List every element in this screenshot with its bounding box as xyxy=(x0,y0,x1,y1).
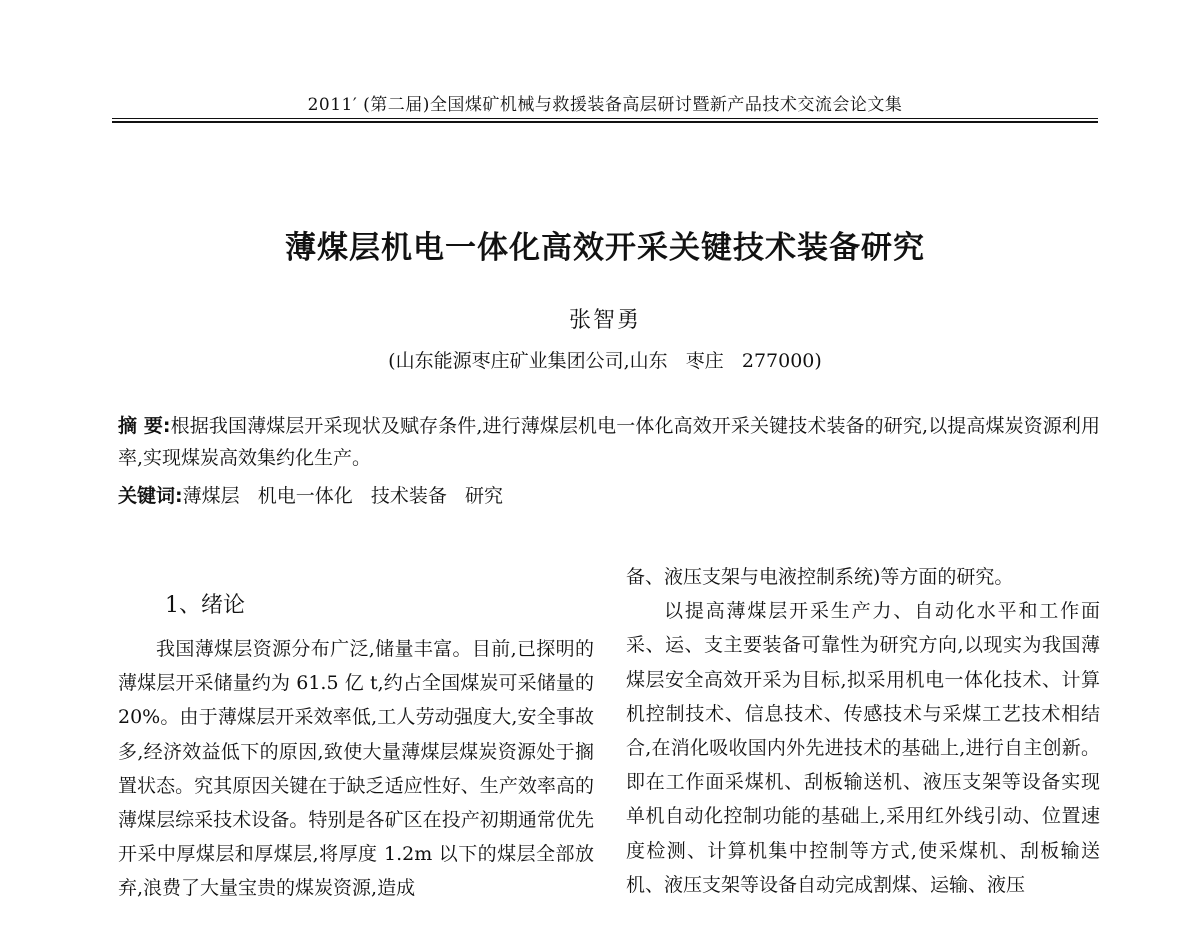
abstract-label: 摘 要: xyxy=(118,415,171,437)
abstract-text: 根据我国薄煤层开采现状及赋存条件,进行薄煤层机电一体化高效开采关键技术装备的研究,以提高煤炭资源利用率,实现煤炭高效集约化生产。 xyxy=(118,415,1100,469)
keywords-label: 关键词: xyxy=(118,485,183,507)
running-header: 2011′ (第二届)全国煤矿机械与救援装备高层研讨暨新产品技术交流会论文集 xyxy=(307,95,903,115)
abstract xyxy=(118,410,1100,474)
body-paragraph-continuation: 备、液压支架与电液控制系统)等方面的研究。 xyxy=(626,566,1014,588)
body-paragraph: 以提高薄煤层开采生产力、自动化水平和工作面采、运、支主要装备可靠性为研究方向,以现实为我国薄煤层安全高效开采为目标,拟采用机电一体化技术、计算机控制技术、信息技术、传感技术与采煤工艺技术相结合,在消化吸收国内外先进技术的基础上,进行自主创新。即在工作面采煤机、刮板输送机、液压支架等设备实现单机自动化控制功能的基础上,采用红外线引动、位置速度检测、计算机集中控制等方式,使采煤机、刮板输送机、液压支架等设备自动完成割煤、运输、液压 xyxy=(626,600,1100,896)
keywords xyxy=(118,480,1100,512)
body-paragraph: 我国薄煤层资源分布广泛,储量丰富。目前,已探明的薄煤层开采储量约为 61.5 亿 t,约占全国煤炭可采储量的 20%。由于薄煤层开采效率低,工人劳动强度大,安全事故多,经济效益低下的原因,致使大量薄煤层煤炭资源处于搁置状态。究其原因关键在于缺乏适应性好、生产效率高的薄煤层综采技术设备。特别是各矿区在投产初期通常优先开采中厚煤层和厚煤层,将厚度 1.2m 以下的煤层全部放弃,浪费了大量宝贵的煤炭资源,造成 xyxy=(118,638,594,900)
keywords-text: 薄煤层 机电一体化 技术装备 研究 xyxy=(182,485,503,507)
paper-title: 薄煤层机电一体化高效开采关键技术装备研究 xyxy=(285,230,925,266)
header-rule-thick xyxy=(112,121,1098,123)
left-column xyxy=(118,632,594,906)
right-column xyxy=(626,560,1100,902)
author-affiliation: (山东能源枣庄矿业集团公司,山东 枣庄 277000) xyxy=(388,350,822,372)
author-name: 张智勇 xyxy=(568,308,641,333)
header-rule-thin xyxy=(112,118,1098,119)
section-heading-introduction: 1、绪论 xyxy=(165,593,245,618)
